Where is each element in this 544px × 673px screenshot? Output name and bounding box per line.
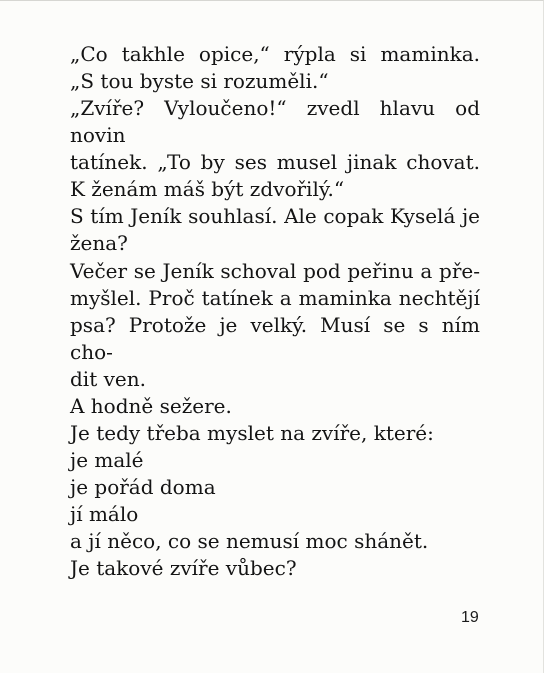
text-line: „S tou byste si rozuměli.“ bbox=[70, 69, 329, 93]
text-line: dit ven. bbox=[70, 367, 146, 391]
text-line: Je takové zvíře vůbec? bbox=[70, 556, 297, 580]
text-line: Je tedy třeba myslet na zvíře, které: bbox=[70, 421, 434, 445]
text-line: S tím Jeník souhlasí. Ale copak Kyselá je bbox=[70, 204, 480, 228]
text-line: je malé bbox=[70, 448, 144, 472]
text-line: jí málo bbox=[70, 502, 139, 526]
text-line: „Co takhle opice,“ rýpla si maminka. bbox=[70, 42, 480, 66]
paragraph-1 bbox=[70, 41, 480, 257]
text-line: K ženám máš být zdvořilý.“ bbox=[70, 177, 345, 201]
text-line: je pořád doma bbox=[70, 475, 216, 499]
paragraph-2 bbox=[70, 258, 480, 582]
text-line: „Zvíře? Vyloučeno!“ zvedl hlavu od novin bbox=[70, 96, 480, 147]
text-line: a jí něco, co se nemusí moc shánět. bbox=[70, 529, 429, 553]
text-line: Večer se Jeník schoval pod peřinu a pře- bbox=[70, 259, 480, 283]
text-line: myšlel. Proč tatínek a maminka nechtějí bbox=[70, 286, 480, 310]
text-line: A hodně sežere. bbox=[70, 394, 232, 418]
text-line: psa? Protože je velký. Musí se s ním cho- bbox=[70, 313, 480, 364]
text-line: žena? bbox=[70, 231, 128, 255]
text-line: tatínek. „To by ses musel jinak chovat. bbox=[70, 150, 480, 174]
page-number: 19 bbox=[461, 609, 479, 626]
